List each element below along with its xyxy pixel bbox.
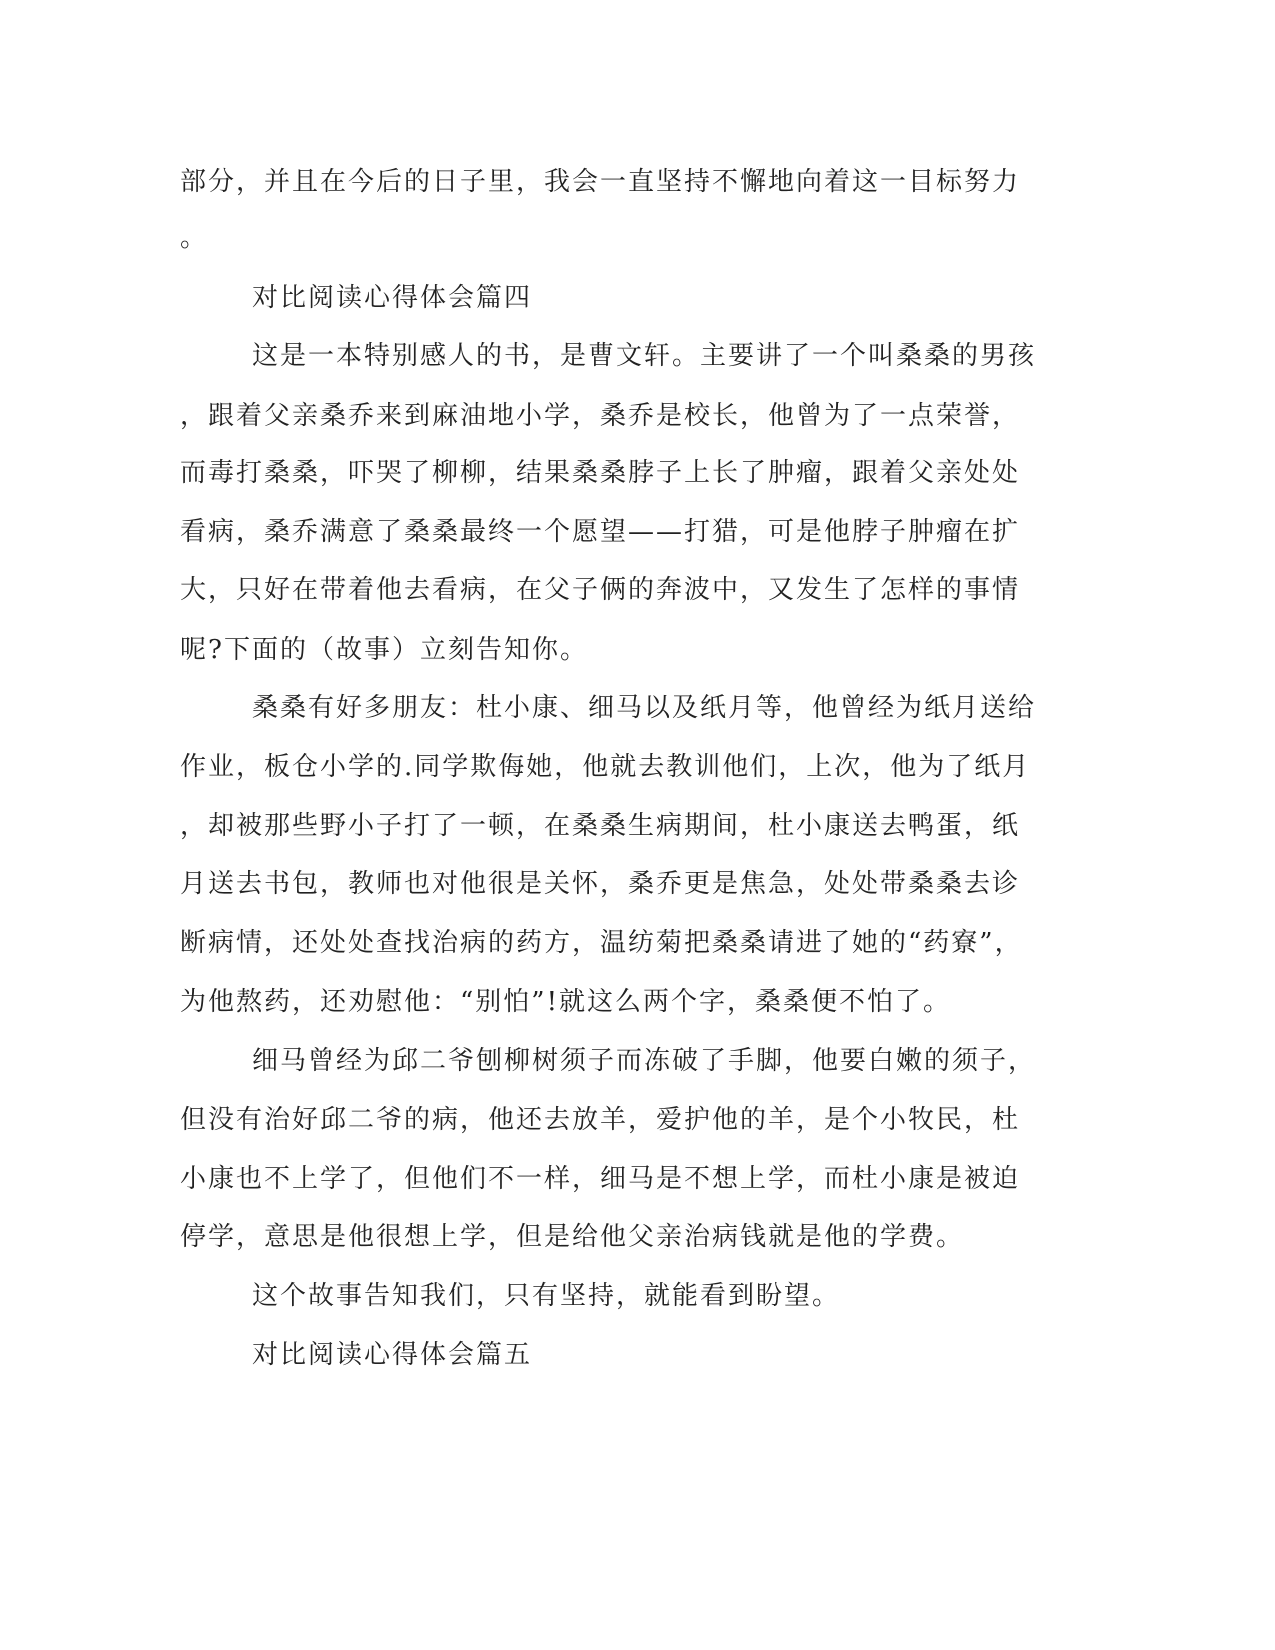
section-heading-5: 对比阅读心得体会篇五: [252, 1340, 533, 1370]
text-line-14: 断病情，还处处查找治病的药方，温纺菊把桑桑请进了她的“药寮”，: [180, 928, 1023, 958]
text-line-6: 而毒打桑桑，吓哭了柳柳，结果桑桑脖子上长了肿瘤，跟着父亲处处: [180, 458, 1021, 488]
text-line-12: ，却被那些野小子打了一顿，在桑桑生病期间，杜小康送去鸭蛋，纸: [180, 811, 1021, 841]
text-line-16: 细马曾经为邱二爷刨柳树须子而冻破了手脚，他要白嫩的须子，: [252, 1046, 1037, 1076]
text-line-2: 。: [180, 223, 209, 253]
text-line-10: 桑桑有好多朋友：杜小康、细马以及纸月等，他曾经为纸月送给: [252, 693, 1037, 723]
text-line-15: 为他熬药，还劝慰他：“别怕”!就这么两个字，桑桑便不怕了。: [180, 987, 952, 1017]
text-line-19: 停学，意思是他很想上学，但是给他父亲治病钱就是他的学费。: [180, 1222, 965, 1252]
text-line-11: 作业，板仓小学的.同学欺侮她，他就去教训他们，上次，他为了纸月: [180, 752, 1031, 782]
section-heading-4: 对比阅读心得体会篇四: [252, 283, 533, 313]
text-line-7: 看病，桑乔满意了桑桑最终一个愿望——打猎，可是他脖子肿瘤在扩: [180, 517, 1021, 547]
text-line-13: 月送去书包，教师也对他很是关怀，桑乔更是焦急，处处带桑桑去诊: [180, 869, 1021, 899]
text-line-5: ，跟着父亲桑乔来到麻油地小学，桑乔是校长，他曾为了一点荣誉，: [180, 401, 1021, 431]
text-line-20: 这个故事告知我们，只有坚持，就能看到盼望。: [252, 1281, 841, 1311]
text-line-4: 这是一本特别感人的书，是曹文轩。主要讲了一个叫桑桑的男孩: [252, 341, 1037, 371]
text-line-1: 部分，并且在今后的日子里，我会一直坚持不懈地向着这一目标努力: [180, 167, 1021, 197]
text-line-18: 小康也不上学了，但他们不一样，细马是不想上学，而杜小康是被迫: [180, 1164, 1021, 1194]
text-line-8: 大，只好在带着他去看病，在父子俩的奔波中，又发生了怎样的事情: [180, 575, 1021, 605]
text-line-17: 但没有治好邱二爷的病，他还去放羊，爱护他的羊，是个小牧民，杜: [180, 1105, 1021, 1135]
text-line-9: 呢?下面的（故事）立刻告知你。: [180, 635, 588, 665]
